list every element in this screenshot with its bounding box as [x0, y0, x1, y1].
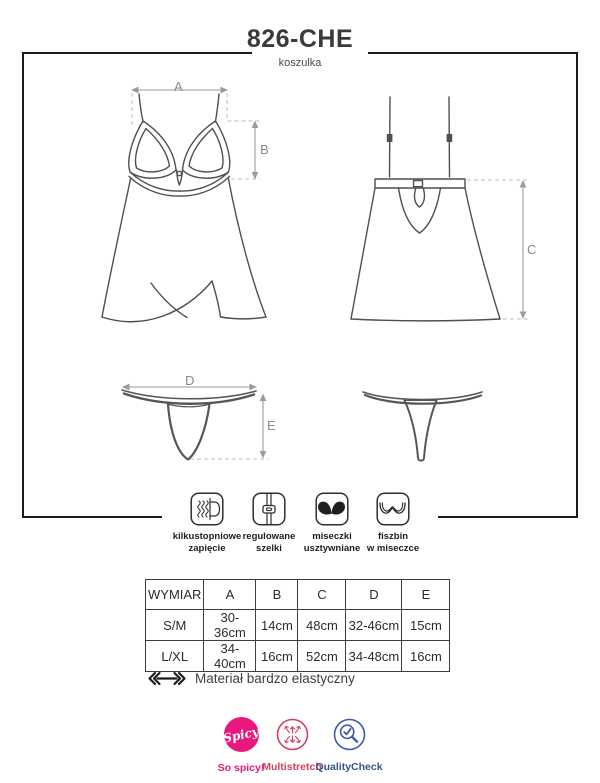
magnifier-check-icon [333, 718, 366, 751]
table-header-wymiar: WYMIAR [146, 580, 204, 610]
spicy-badge-label: So spicy! [217, 762, 265, 774]
dimension-label-a: A [174, 79, 183, 94]
padded-cups-icon [315, 492, 349, 526]
table-header-c: C [298, 580, 346, 610]
multistretch-badge-label: Multistretch [262, 761, 322, 773]
panty-front-drawing [122, 390, 256, 460]
chemise-front-drawing [102, 94, 266, 322]
feature-label: miseczki usztywniane [303, 531, 361, 555]
table-row [146, 641, 450, 672]
feature-label: kilkustopniowe zapięcie [172, 531, 242, 555]
table-header-d: D [346, 580, 402, 610]
value-cell: 14cm [256, 610, 298, 641]
dimension-label-e: E [267, 418, 276, 433]
hook-and-eye-closure-icon [190, 492, 224, 526]
table-header-b: B [256, 580, 298, 610]
value-cell: 15cm [402, 610, 450, 641]
size-cell: L/XL [146, 641, 204, 672]
feature-label: regulowane szelki [242, 531, 296, 555]
value-cell: 34-40cm [204, 641, 256, 672]
table-header-e: E [402, 580, 450, 610]
table-row [146, 610, 450, 641]
material-note-text: Materiał bardzo elastyczny [195, 671, 355, 686]
material-note [147, 671, 355, 686]
qualitycheck-badge-label: QualityCheck [315, 761, 383, 773]
underwire-cups-icon [376, 492, 410, 526]
multistretch-burst-icon [276, 718, 309, 751]
feature-label: fiszbin w miseczce [366, 531, 420, 555]
dimension-label-b: B [260, 142, 269, 157]
adjustable-straps-icon [252, 492, 286, 526]
value-cell: 52cm [298, 641, 346, 672]
feature-underwire-cups [358, 492, 428, 556]
feature-padded-cups [297, 492, 367, 556]
value-cell: 16cm [256, 641, 298, 672]
value-cell: 32-46cm [346, 610, 402, 641]
stretch-arrows-icon [147, 671, 187, 686]
product-code-title: 826-CHE [246, 25, 354, 53]
strap-slider-right [447, 134, 453, 142]
dimension-label-c: C [527, 242, 537, 257]
chemise-back-drawing [351, 97, 500, 321]
panty-back-drawing [363, 392, 482, 461]
table-header-a: A [204, 580, 256, 610]
feature-adjustable-straps [234, 492, 304, 556]
product-type-subtitle: koszulka [278, 57, 322, 69]
size-cell: S/M [146, 610, 204, 641]
dimension-label-d: D [185, 373, 195, 388]
value-cell: 30-36cm [204, 610, 256, 641]
feature-hook-and-eye-closure [172, 492, 242, 556]
qualitycheck-badge [305, 718, 393, 773]
value-cell: 16cm [402, 641, 450, 672]
strap-slider-left [387, 134, 393, 142]
size-table [145, 579, 450, 672]
value-cell: 48cm [298, 610, 346, 641]
value-cell: 34-48cm [346, 641, 402, 672]
spicy-circle-text: Spicy [221, 723, 261, 746]
table-header-row [146, 580, 450, 610]
